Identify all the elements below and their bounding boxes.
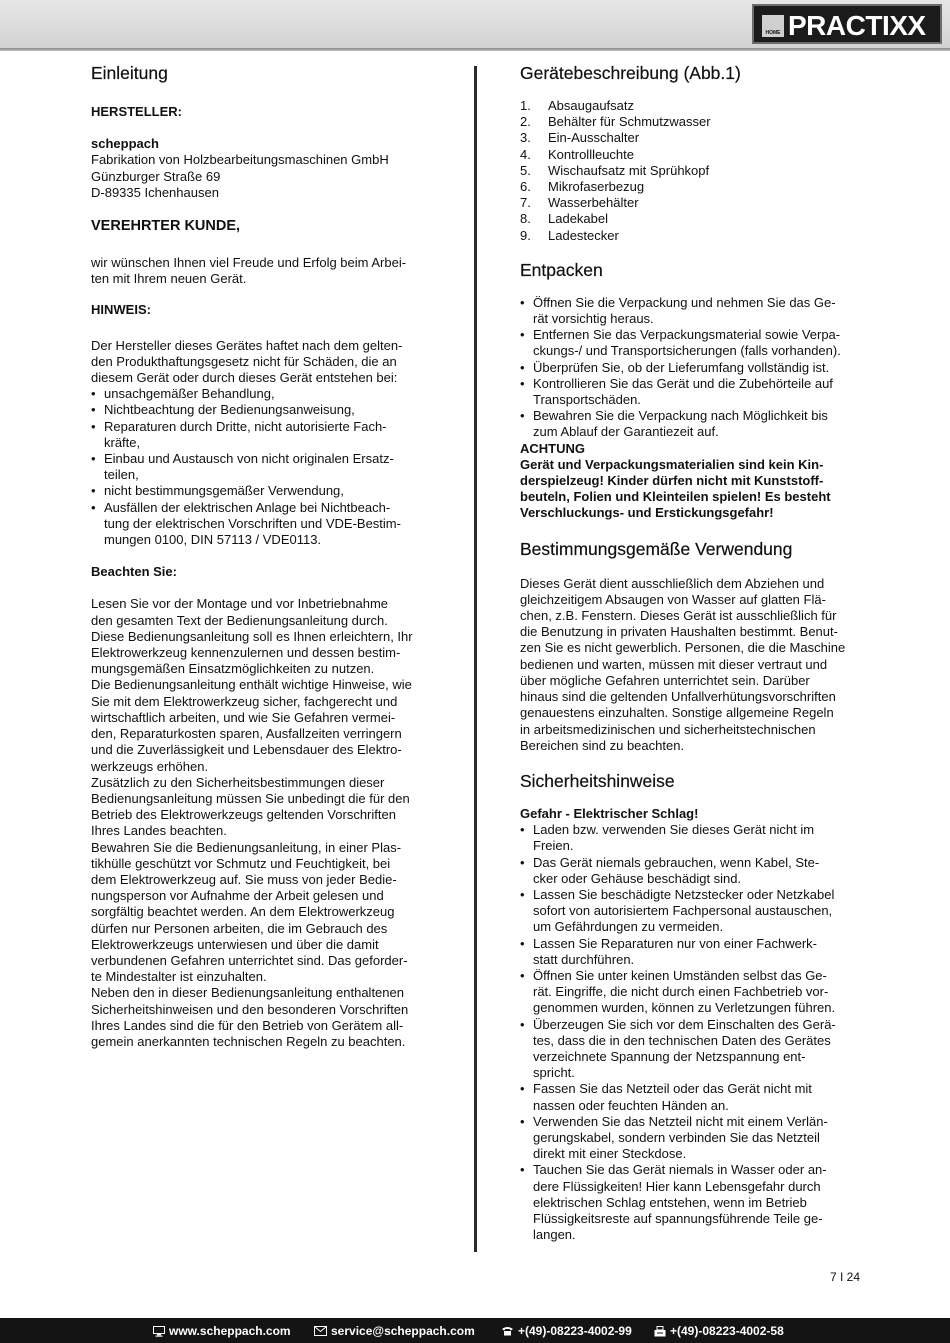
item-label: Ein-Ausschalter (548, 130, 640, 146)
list-item: • Nichtbeachtung der Bedienungsanweisung, (91, 402, 441, 418)
text-line: Der Hersteller dieses Gerätes haftet nach dem gelten- (91, 337, 403, 353)
text-line: gemein anerkannten technischen Regeln zu beachten. (91, 1033, 406, 1049)
text-line: den gesamten Text der Bedienungsanleitung durch. (91, 612, 388, 628)
text-line: Bedienungsanleitung müssen Sie unbedingt die für den (91, 790, 410, 806)
geraetebeschreibung-heading: Gerätebeschreibung (Abb.1) (520, 63, 741, 83)
bestimmung-paragraph (520, 576, 866, 754)
list-item: • Einbau und Austausch von nicht originalen Ersatz- teilen, (91, 451, 441, 483)
right-column (520, 62, 866, 1243)
item-label: Wischaufsatz mit Sprühkopf (548, 162, 710, 178)
text-line: wir wünschen Ihnen viel Freude und Erfolg beim Arbei- (91, 255, 407, 271)
text-line: zen Sie es nicht gewerblich. Personen, die die Maschine (520, 640, 846, 656)
practixx-logo (752, 4, 942, 44)
item-number: 2. (520, 114, 531, 130)
list-item (520, 211, 866, 227)
footer-phone (501, 1324, 632, 1338)
text-line: beuteln, Folien und Kleinteilen spielen! Es besteht (520, 489, 831, 505)
list-item: • Fassen Sie das Netzteil oder das Gerät nicht mit nassen oder feuchten Händen an. (520, 1081, 866, 1113)
text-line: te Mindestalter ist einzuhalten. (91, 969, 267, 985)
beachten-label: Beachten Sie: (91, 564, 177, 580)
text-line: über mögliche Gefahren unterrichtet sein. Darüber (520, 672, 810, 688)
beachten-paragraph (91, 596, 441, 1050)
text-line: Diese Bedienungsanleitung soll es Ihnen erleichtern, Ihr (91, 628, 413, 644)
item-label: Ladestecker (548, 227, 619, 243)
item-label: Mikrofaserbezug (548, 179, 645, 195)
list-item: • Öffnen Sie die Verpackung und nehmen Sie das Ge- rät vorsichtig heraus. (520, 295, 866, 327)
text-line: in arbeitsmedizinischen und sicherheitstechnischen (520, 721, 816, 737)
list-item (520, 130, 866, 146)
text-line: die Benutzung in privaten Haushalten bestimmt. Benut- (520, 624, 838, 640)
list-item: • Lassen Sie Reparaturen nur von einer Fachwerk- statt durchführen. (520, 936, 866, 968)
list-item: • Öffnen Sie unter keinen Umständen selbst das Ge- rät. Eingriffe, die nicht durch einen Fachbetrieb vor- genommen wurden, können zu Verletzungen führen. (520, 968, 866, 1017)
item-label: Wasserbehälter (548, 195, 639, 211)
text-line: diesem Gerät oder durch dieses Gerät entstehen bei: (91, 370, 398, 386)
text-line: Neben den in dieser Bedienungsanleitung enthaltenen (91, 985, 404, 1001)
item-label: Behälter für Schmutzwasser (548, 114, 711, 130)
kunde-paragraph (91, 255, 441, 287)
hinweis-label: HINWEIS: (91, 302, 151, 318)
list-item (520, 147, 866, 163)
list-item: • Lassen Sie beschädigte Netzstecker oder Netzkabel sofort von autorisiertem Fachpersonal austauschen, um Gefährdungen zu vermeiden. (520, 887, 866, 936)
column-divider (474, 66, 477, 1252)
text-line: ten mit Ihrem neuen Gerät. (91, 271, 247, 287)
einleitung-heading: Einleitung (91, 63, 168, 83)
list-item: • Verwenden Sie das Netzteil nicht mit einem Verlän- gerungskabel, sondern verbinden Sie das Netzteil direkt mit einer Steckdose. (520, 1114, 866, 1163)
text-line: Ihres Landes sind die für den Betrieb von Gerätem all- (91, 1017, 404, 1033)
text-line: Dieses Gerät dient ausschließlich dem Abziehen und (520, 575, 825, 591)
text-line: Lesen Sie vor der Montage und vor Inbetriebnahme (91, 596, 389, 612)
list-item (520, 98, 866, 114)
list-item: • Tauchen Sie das Gerät niemals in Wasser oder an- dere Flüssigkeiten! Hier kann Lebensgefahr durch elektrischen Schlag entstehen, wenn im Betrieb Flüssigkeitsreste auf spannungsführende Teile ge- langen. (520, 1162, 866, 1243)
text-line: Verschluckungs- und Erstickungsgefahr! (520, 505, 774, 521)
text-line: dürfen nur Personen arbeiten, die im Gebrauch des (91, 920, 388, 936)
achtung-label: ACHTUNG (520, 440, 585, 456)
text-line: wirtschaftlich arbeiten, und wie Sie Gefahren vermei- (91, 709, 396, 725)
text-line: gleichzeitigem Absaugen von Wasser auf glatten Flä- (520, 591, 826, 607)
hinweis-list (91, 386, 441, 548)
text-line: dem Elektrowerkzeug auf. Sie muss von jeder Bedie- (91, 871, 397, 887)
list-item (520, 114, 866, 130)
item-label: Kontrollleuchte (548, 146, 634, 162)
item-number: 8. (520, 211, 531, 227)
item-number: 6. (520, 179, 531, 195)
mail-icon (314, 1326, 327, 1336)
list-item: • unsachgemäßer Behandlung, (91, 386, 441, 402)
address-line: Günzburger Straße 69 (91, 168, 221, 184)
list-item: • Überprüfen Sie, ob der Lieferumfang vollständig ist. (520, 360, 866, 376)
list-item: • Überzeugen Sie sich vor dem Einschalten des Gerä- tes, dass die in den technischen Daten des Gerätes verzeichnete Spannung der Netzspannung ent- spricht. (520, 1017, 866, 1082)
item-number: 7. (520, 195, 531, 211)
item-number: 3. (520, 130, 531, 146)
item-label: Ladekabel (548, 211, 608, 227)
page-number: 7 I 24 (830, 1270, 861, 1284)
text-line: Betrieb des Elektrowerkzeugs geltenden Vorschriften (91, 807, 396, 823)
text-line: Ihres Landes beachten. (91, 823, 227, 839)
footer-fax-text: +(49)-08223-4002-58 (670, 1324, 784, 1338)
text-line: Elektrowerkzeug kennenzulernen und dessen bestim- (91, 645, 401, 661)
footer-email-text: service@scheppach.com (331, 1324, 475, 1338)
footer-fax (654, 1324, 784, 1338)
entpacken-heading: Entpacken (520, 259, 603, 280)
entpacken-list (520, 295, 866, 441)
text-line: genauestens einzuhalten. Sonstige allgemeine Regeln (520, 705, 834, 721)
footer-bar (0, 1318, 950, 1343)
text-line: Sie mit dem Elektrowerkzeug sicher, fachgerecht und (91, 693, 398, 709)
text-line: hinaus sind die geltenden Unfallverhütungsvorschriften (520, 689, 836, 705)
footer-web[interactable] (153, 1324, 291, 1338)
text-line: Bereichen sind zu beachten. (520, 737, 685, 753)
list-item (520, 228, 866, 244)
item-label: Absaugaufsatz (548, 98, 635, 113)
text-line: verbundenen Gefahren unterrichtet sind. Das geforder- (91, 952, 408, 968)
text-line: sorgfältig beachtet werden. An dem Elektrowerkzeug (91, 904, 395, 920)
text-line: nungsperson vor Aufnahme der Arbeit gelesen und (91, 888, 384, 904)
monitor-icon (153, 1326, 165, 1337)
text-line: Bewahren Sie die Bedienungsanleitung, in einer Plas- (91, 839, 402, 855)
text-line: Sicherheitshinweisen und den besonderen Vorschriften (91, 1001, 409, 1017)
item-number: 9. (520, 227, 531, 243)
item-number: 4. (520, 146, 531, 162)
footer-email[interactable] (314, 1324, 475, 1338)
sicherheit-list (520, 822, 866, 1243)
text-line: Die Bedienungsanleitung enthält wichtige Hinweise, wie (91, 677, 412, 693)
list-item: • Laden bzw. verwenden Sie dieses Gerät nicht im Freien. (520, 822, 866, 854)
sicherheit-heading: Sicherheitshinweise (520, 770, 675, 791)
brand-wordmark: PRACTIXX (788, 10, 926, 41)
item-number: 5. (520, 162, 531, 178)
list-item: • nicht bestimmungsgemäßer Verwendung, (91, 483, 441, 499)
text-line: und die Zuverlässigkeit und Lebensdauer des Elektro- (91, 742, 402, 758)
company-address (91, 152, 441, 201)
header-rule (0, 48, 950, 51)
kunde-heading: VEREHRTER KUNDE, (91, 218, 241, 235)
text-line: Zusätzlich zu den Sicherheitsbestimmungen dieser (91, 774, 385, 790)
item-number: 1. (520, 98, 531, 113)
text-line: den Produkthaftungsgesetz nicht für Schäden, die an (91, 353, 397, 369)
list-item (520, 195, 866, 211)
list-item: • Ausfällen der elektrischen Anlage bei Nichtbeach- tung der elektrischen Vorschriften und VDE-Bestim- mungen 0100, DIN 57113 / VDE0113. (91, 500, 441, 549)
list-item: • Entfernen Sie das Verpackungsmaterial sowie Verpa- ckungs-/ und Transportsicherungen (falls vorhanden). (520, 327, 866, 359)
text-line: den, Reparaturkosten sparen, Ausfallzeiten verringern (91, 726, 402, 742)
text-line: Elektrowerkzeugs unterwiesen und über die damit (91, 936, 379, 952)
company-name: scheppach (91, 136, 159, 152)
left-column (91, 62, 441, 1050)
gefahr-label: Gefahr - Elektrischer Schlag! (520, 805, 699, 821)
list-item: • Kontrollieren Sie das Gerät und die Zubehörteile auf Transportschäden. (520, 376, 866, 408)
footer-web-text: www.scheppach.com (169, 1324, 291, 1338)
text-line: bedienen und warten, müssen mit dieser vertraut und (520, 656, 828, 672)
fax-icon (654, 1326, 666, 1337)
hersteller-label: HERSTELLER: (91, 104, 182, 119)
text-line: derspielzeug! Kinder dürfen nicht mit Kunststoff- (520, 473, 824, 489)
bestimmung-heading: Bestimmungsgemäße Verwendung (520, 538, 793, 559)
parts-list (520, 98, 866, 244)
text-line: Gerät und Verpackungsmaterialien sind kein Kin- (520, 456, 824, 472)
list-item: • Reparaturen durch Dritte, nicht autorisierte Fach- kräfte, (91, 419, 441, 451)
list-item: • Das Gerät niemals gebrauchen, wenn Kabel, Ste- cker oder Gehäuse beschädigt sind. (520, 855, 866, 887)
achtung-warning (520, 457, 866, 522)
text-line: chen, z.B. Fenstern. Dieses Gerät ist ausschließlich für (520, 608, 837, 624)
address-line: D-89335 Ichenhausen (91, 184, 219, 200)
hinweis-paragraph (91, 338, 441, 387)
phone-icon (501, 1326, 514, 1336)
address-line: Fabrikation von Holzbearbeitungsmaschinen GmbH (91, 152, 389, 168)
list-item: • Bewahren Sie die Verpackung nach Möglichkeit bis zum Ablauf der Garantiezeit auf. (520, 408, 866, 440)
list-item (520, 179, 866, 195)
list-item (520, 163, 866, 179)
footer-phone-text: +(49)-08223-4002-99 (518, 1324, 632, 1338)
text-line: mungsgemäßen Einsatzmöglichkeiten zu nutzen. (91, 661, 375, 677)
home-badge: HOME (762, 15, 784, 37)
text-line: werkzeugs erhöhen. (91, 758, 209, 774)
text-line: tikhülle geschützt vor Schmutz und Feuchtigkeit, bei (91, 855, 391, 871)
